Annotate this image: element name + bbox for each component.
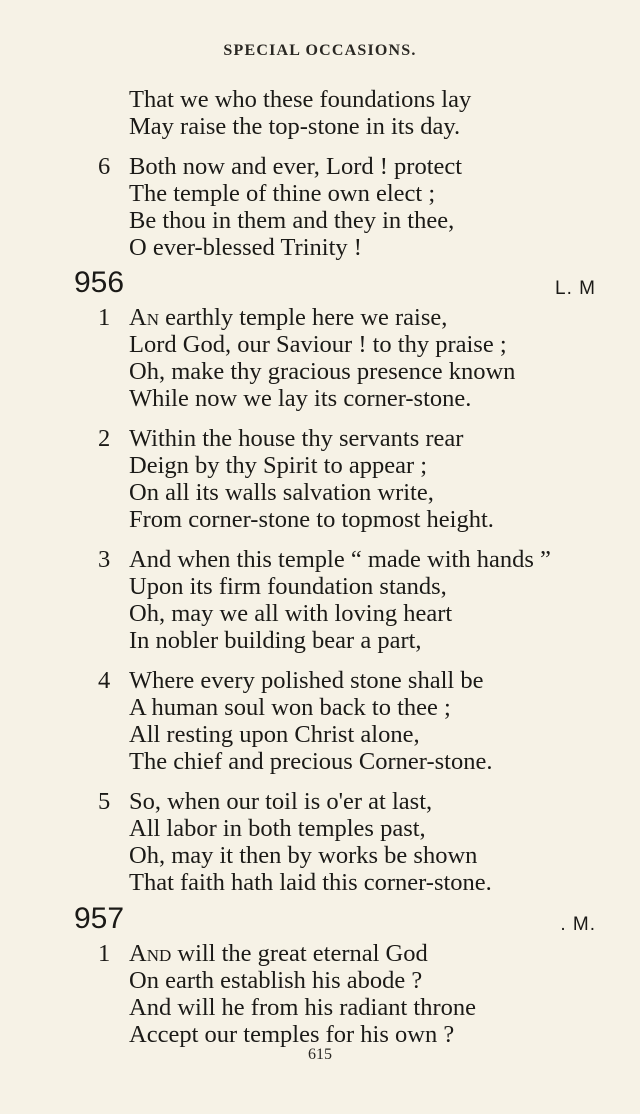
verse-line: In nobler building bear a part, — [129, 627, 422, 654]
verse-line: The chief and precious Corner-stone. — [129, 748, 493, 775]
verse-line: On all its walls salvation write, — [129, 479, 434, 506]
verse-line: May raise the top-stone in its day. — [129, 113, 461, 140]
verse-line: That we who these foundations lay — [129, 86, 472, 113]
hymn-meter: . M. — [560, 914, 596, 935]
verse-line-rest: will the great eternal God — [171, 940, 428, 967]
verse-line: Both now and ever, Lord ! protect — [129, 153, 463, 180]
verse-line: Within the house thy servants rear — [129, 425, 464, 452]
verse-line: The temple of thine own elect ; — [129, 180, 436, 207]
verse-line: While now we lay its corner-stone. — [129, 385, 472, 412]
verse-line — [129, 940, 428, 968]
verse-line: Be thou in them and they in thee, — [129, 207, 455, 234]
verse-line: Upon its firm foundation stands, — [129, 573, 447, 600]
verse-line: Oh, may it then by works be shown — [129, 842, 478, 869]
verse-line: On earth establish his abode ? — [129, 967, 423, 994]
verse-line: Accept our temples for his own ? — [129, 1021, 455, 1048]
verse-number: 4 — [98, 667, 111, 694]
verse-line-rest: earthly temple here we raise, — [158, 304, 448, 331]
verse-line: Oh, may we all with loving heart — [129, 600, 453, 627]
verse-line: Deign by thy Spirit to appear ; — [129, 452, 428, 479]
verse-number: 2 — [98, 425, 111, 452]
verse-number: 1 — [98, 304, 111, 331]
verse-line: O ever-blessed Trinity ! — [129, 234, 362, 261]
verse-line — [129, 304, 447, 332]
verse-line: From corner-stone to topmost height. — [129, 506, 494, 533]
verse-number: 5 — [98, 788, 111, 815]
verse-line: Lord God, our Saviour ! to thy praise ; — [129, 331, 507, 358]
verse-number: 6 — [98, 153, 111, 180]
verse-initial-word: An — [129, 304, 159, 331]
verse-line: And when this temple “ made with hands ” — [129, 546, 551, 573]
hymn-meter: L. M — [555, 278, 596, 299]
page-number: 615 — [308, 1046, 332, 1063]
running-header: SPECIAL OCCASIONS. — [223, 42, 417, 59]
verse-number: 1 — [98, 940, 111, 967]
verse-line: Where every polished stone shall be — [129, 667, 484, 694]
verse-line: All resting upon Christ alone, — [129, 721, 420, 748]
verse-number: 3 — [98, 546, 111, 573]
verse-initial-word: And — [129, 940, 172, 967]
hymn-number: 957 — [74, 902, 125, 935]
verse-line: And will he from his radiant throne — [129, 994, 477, 1021]
verse-line: That faith hath laid this corner-stone. — [129, 869, 492, 896]
verse-line: So, when our toil is o'er at last, — [129, 788, 433, 815]
verse-line: Oh, make thy gracious presence known — [129, 358, 516, 385]
verse-line: A human soul won back to thee ; — [129, 694, 451, 721]
verse-line: All labor in both temples past, — [129, 815, 426, 842]
hymn-number: 956 — [74, 266, 125, 299]
